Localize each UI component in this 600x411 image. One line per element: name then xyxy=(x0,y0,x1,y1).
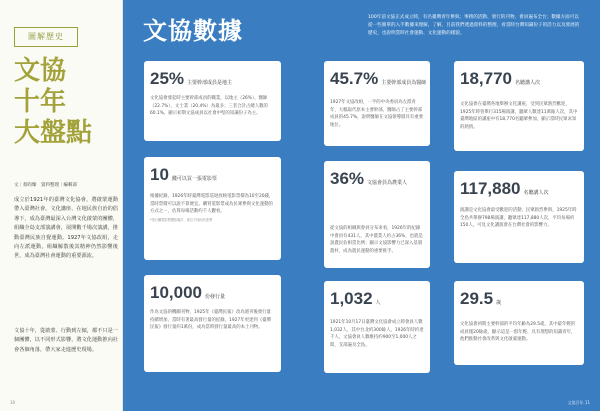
stat-card-average-age xyxy=(454,281,584,365)
stat-description: 文化協會發起時主要幹部成員的職業，以地主（26%）、醫師（22.7%）、文士業（20.4%）為最多；三者合計占總人數的60.1%，顯示初期文協成員以社會中堅的知識份子為主。 xyxy=(150,96,268,117)
stat-number: 1,032 xyxy=(330,289,373,308)
headline-line: 文協 xyxy=(14,56,67,86)
lead-paragraph: 成立於1921年的臺灣文化協會，將啟蒙運動帶入臺灣社會。文化講座、在地民族自治的倡導下，成為臺灣最深入台灣文化啟蒙的團體，組織全島支部演講會，展開數千場次演講，推動臺灣民族自覺運動。1927年文協改組，走向左派運動，組織解散後其精神仍然影響後世，成為臺灣社會運動的重要源流。 xyxy=(14,197,118,260)
stat-number: 117,880 xyxy=(460,179,521,198)
lead-paragraph-2: 文協十年，從啟蒙、行動到左傾，都不只是一個團體，以不同形式影響，將文化運動推向社會各個角落，帶大家走進歷史現場。 xyxy=(14,328,118,353)
headline xyxy=(14,56,118,149)
intro-text: 100年前文協正式成立時，有名臺灣青年參與；事務的活動、發行的刊物、會員遍布全台；數據方面可以從一些簡單的入手數據來理解，了解，目前我們透過資料的整理，看當時台灣知識份子的活力以及發展的歷史，也說明當時社會運動、文化運動的樣貌。 xyxy=(368,15,580,36)
page-number-left: 10 xyxy=(10,400,16,405)
stat-label: 份發行量 xyxy=(205,294,226,300)
stat-card-movie-ticket xyxy=(144,157,281,260)
stat-label: 名聽講人次 xyxy=(515,80,541,86)
stat-description: 1921年10月17日臺灣文化協會成立時會員人數1,032人，其中台北約300餘人，1926年時約達千人，文協會員人數維持約900至1,000人之間，支部遍及全島。 xyxy=(330,320,424,348)
stat-description: 文化協會在臺灣各地舉辦文化講座，受到民眾熱烈歡迎，1925年時曾舉行315場演講，聽眾人數達11萬餘人次，其中臺灣地區的講座中有18,770名聽眾參加，顯示當時民眾求知的熱情。 xyxy=(460,102,578,130)
category-badge: 圖解歷史 xyxy=(14,27,78,47)
stat-label: 錢可以買一張電影票 xyxy=(171,176,217,182)
stat-number: 45.7% xyxy=(330,69,379,88)
stat-label: 歲 xyxy=(496,300,502,306)
stat-description: 從文協的組織與會員分布來看，1926年的紀錄中會員有431人，其中農業人約占36%，也就是說農民佔相當比例；顯示文協影響力已深入基層農村，成為農民運動的重要推手。 xyxy=(330,226,423,254)
headline-line: 十年 xyxy=(14,87,67,117)
stat-number: 25% xyxy=(150,69,185,88)
stat-number: 29.5 xyxy=(460,289,494,308)
stat-description: 根據紀錄，1926年時臺灣電影巡迴放映電影票價為10至20錢，當時票價可以說不算便宜。購買電影票成為民眾參與文化運動的方式之一，估算每場活動約千人觀看。 xyxy=(150,194,274,215)
stat-label: 文協會員為農業人 xyxy=(367,180,408,186)
right-page xyxy=(123,0,600,411)
stat-description: 1927年文協改組，一半的中央委員為左派青年，大幅取代原本主要幹部，醫師占了主要幹部成員的45.7%，說明醫師在文協領導層具有重要地位。 xyxy=(330,100,423,128)
stat-card-audience xyxy=(454,61,584,151)
stat-label: 主要幹部成員是地主 xyxy=(187,80,233,86)
byline: 文｜蔡昀臻 資料整理｜編輯部 xyxy=(14,183,77,188)
stat-label: 人 xyxy=(375,300,381,306)
stat-number: 10 xyxy=(150,165,169,184)
stat-number: 18,770 xyxy=(460,69,512,88)
stat-card-circulation xyxy=(144,275,281,372)
stat-description: 作為文協的機關刊物，1925年《臺灣民報》改為週刊後發行量持續增加，當時有著最高發行量的紀錄，1927年更達到《臺灣民報》發行量約1萬份，成為當時發行量最高的本土刊物。 xyxy=(150,310,271,331)
stat-number: 36% xyxy=(330,169,365,188)
stat-description: 文化協會初期主要幹部的平均年齡為29.5歲，其中最年輕的成員僅20餘歲，顯示這是一群年輕、具有理想的知識青年，他們推動社會改革與文化啟蒙運動。 xyxy=(460,322,576,343)
stat-card-landlords xyxy=(144,61,281,141)
headline-line: 大盤點 xyxy=(14,118,93,148)
stat-card-doctors xyxy=(324,61,430,146)
page-title: 文協數據 xyxy=(143,16,243,45)
stat-card-lecture-audience xyxy=(454,171,584,263)
stat-footnote: *美台團電影票價依場次、座位不同而有差異 xyxy=(150,217,213,222)
stat-label: 名聽講人次 xyxy=(523,190,549,196)
stat-description: 演講是文化協會最受歡迎的活動，民眾熱烈參與，1925年時全島共舉辦798場演講，聽眾達117,880人次，平均每場約150人，可見文化講演會在台灣社會的影響力。 xyxy=(460,208,577,229)
page-number-right: 文協百年 11 xyxy=(567,400,590,405)
stat-label: 主要幹部成員為醫師 xyxy=(381,80,427,86)
stat-card-members xyxy=(324,281,430,373)
stat-number: 10,000 xyxy=(150,283,202,302)
left-page xyxy=(0,0,123,411)
stat-card-farmers xyxy=(324,161,430,268)
